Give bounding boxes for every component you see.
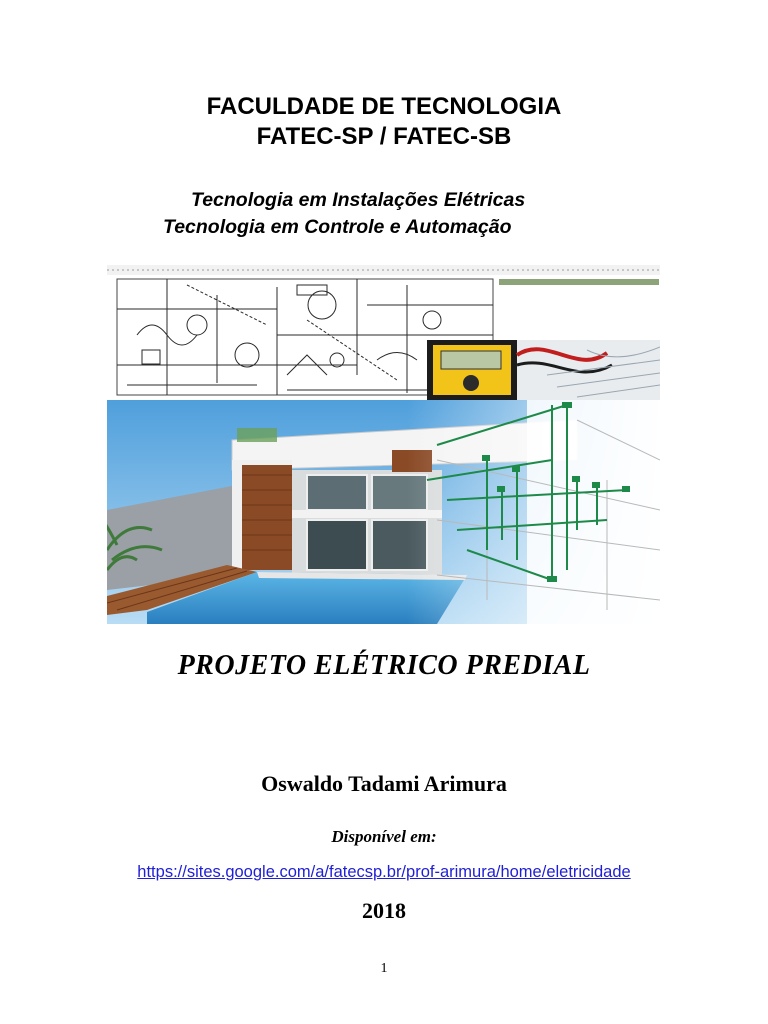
course-electrical-installations: Tecnologia em Instalações Elétricas: [191, 189, 526, 211]
green-accent-bar: [499, 279, 659, 285]
availability-url-link[interactable]: https://sites.google.com/a/fatecsp.br/prof-arimura/home/eletricidade: [137, 863, 631, 881]
institution-header: [0, 92, 768, 152]
publication-year: 2018: [362, 898, 406, 923]
institution-units: FATEC-SP / FATEC-SB: [256, 123, 512, 150]
author-name: Oswaldo Tadami Arimura: [261, 771, 507, 796]
schematic-collage-image: [107, 265, 660, 400]
availability-link-container: [0, 861, 768, 883]
course-control-automation: Tecnologia em Controle e Automação: [163, 216, 512, 238]
dotted-border-strip: [107, 265, 660, 275]
availability-label: Disponível em:: [331, 827, 437, 846]
institution-name: FACULDADE DE TECNOLOGIA: [206, 93, 562, 120]
multimeter-photo: [427, 340, 660, 400]
page-number: 1: [380, 961, 388, 976]
house-render-image: [107, 400, 660, 624]
project-title: PROJETO ELÉTRICO PREDIAL: [177, 650, 591, 681]
